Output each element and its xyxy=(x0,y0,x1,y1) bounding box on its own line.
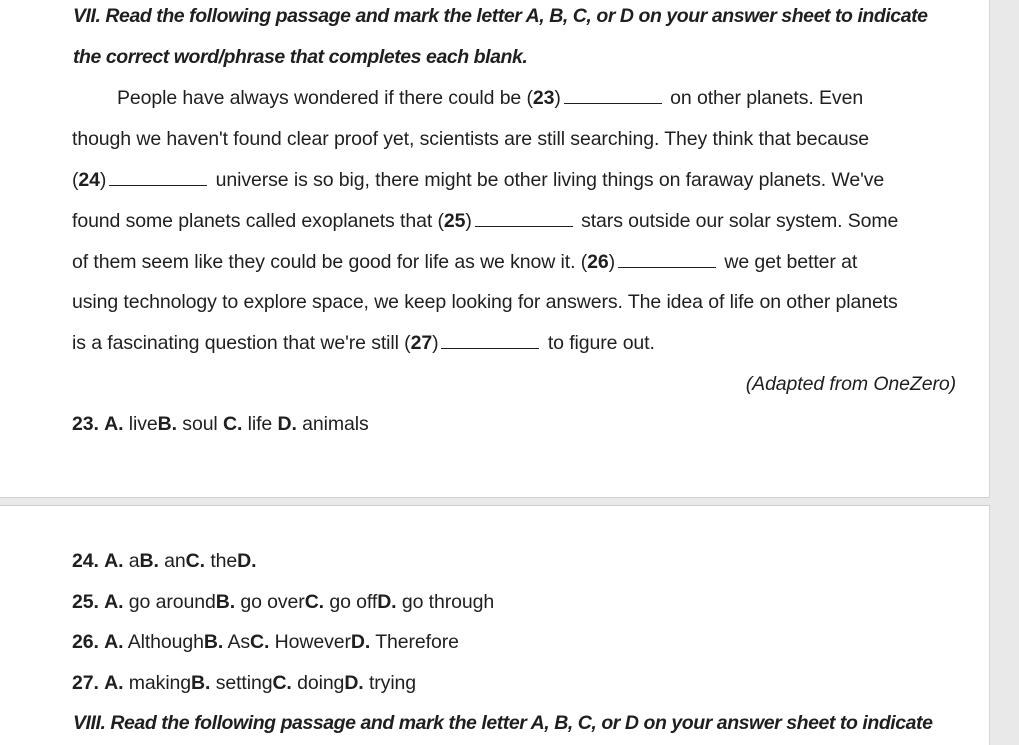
blank-number-23: 23 xyxy=(532,87,555,109)
option-26-d[interactable]: Therefore xyxy=(375,631,459,653)
passage-source: (Adapted from OneZero) xyxy=(745,373,956,395)
blank-number-24: 24 xyxy=(78,169,100,191)
passage-line-1: People have always wondered if there could be (23) on other planets. Even xyxy=(117,87,864,109)
passage-line-4: found some planets called exoplanets that (25) stars outside our solar system. Some xyxy=(72,210,899,232)
option-24-b[interactable]: an xyxy=(164,550,186,572)
section-7-heading-cont: the correct word/phrase that completes each blank. xyxy=(73,46,528,68)
option-27-d[interactable]: trying xyxy=(368,672,417,694)
passage-line-2: though we haven't found clear proof yet, scientists are still searching. They think that because xyxy=(72,128,869,150)
passage-line-5: of them seem like they could be good for life as we know it. (26) we get better at xyxy=(72,251,858,273)
option-23-c[interactable]: life xyxy=(247,413,273,435)
option-24-c[interactable]: the xyxy=(210,550,238,572)
option-23-d[interactable]: animals xyxy=(302,413,369,435)
option-26-c[interactable]: However xyxy=(274,631,351,653)
option-27-a[interactable]: making xyxy=(128,672,192,694)
section-7-heading: VII. Read the following passage and mark the letter A, B, C, or D on your answer sheet to indicate xyxy=(73,5,928,27)
document-page-2 xyxy=(0,505,990,745)
option-27-c[interactable]: doing xyxy=(297,672,345,694)
passage-line-6: using technology to explore space, we keep looking for answers. The idea of life on other planets xyxy=(72,291,898,313)
passage-line-3: (24) universe is so big, there might be other living things on faraway planets. We've xyxy=(72,169,885,191)
blank-number-27: 27 xyxy=(410,332,433,354)
option-25-d[interactable]: go through xyxy=(401,591,495,613)
question-27: 27. A. makingB. settingC. doingD. trying xyxy=(72,672,417,694)
question-24: 24. A. aB. anC. theD. xyxy=(72,550,257,572)
option-26-b[interactable]: As xyxy=(227,631,251,653)
blank-24 xyxy=(109,168,207,186)
option-25-c[interactable]: go off xyxy=(329,591,378,613)
question-23: 23. A. liveB. soul C. life D. animals xyxy=(72,413,369,435)
blank-27 xyxy=(441,331,539,349)
blank-number-26: 26 xyxy=(587,251,609,273)
option-27-b[interactable]: setting xyxy=(215,672,273,694)
section-8-heading: VIII. Read the following passage and mark the letter A, B, C, or D on your answer sheet to indicate xyxy=(73,712,933,734)
option-23-a[interactable]: live xyxy=(128,413,158,435)
option-26-a[interactable]: Although xyxy=(127,631,204,653)
passage-line-7: is a fascinating question that we're still (27) to figure out. xyxy=(72,332,655,354)
blank-23 xyxy=(564,86,662,104)
question-26: 26. A. AlthoughB. AsC. HoweverD. Therefore xyxy=(72,631,459,653)
blank-25 xyxy=(475,209,573,227)
option-25-a[interactable]: go around xyxy=(128,591,216,613)
blank-number-25: 25 xyxy=(443,210,466,232)
question-25: 25. A. go aroundB. go overC. go offD. go through xyxy=(72,591,495,613)
blank-26 xyxy=(618,250,716,268)
option-25-b[interactable]: go over xyxy=(240,591,305,613)
option-23-b[interactable]: soul xyxy=(182,413,218,435)
option-24-a[interactable]: a xyxy=(128,550,140,572)
